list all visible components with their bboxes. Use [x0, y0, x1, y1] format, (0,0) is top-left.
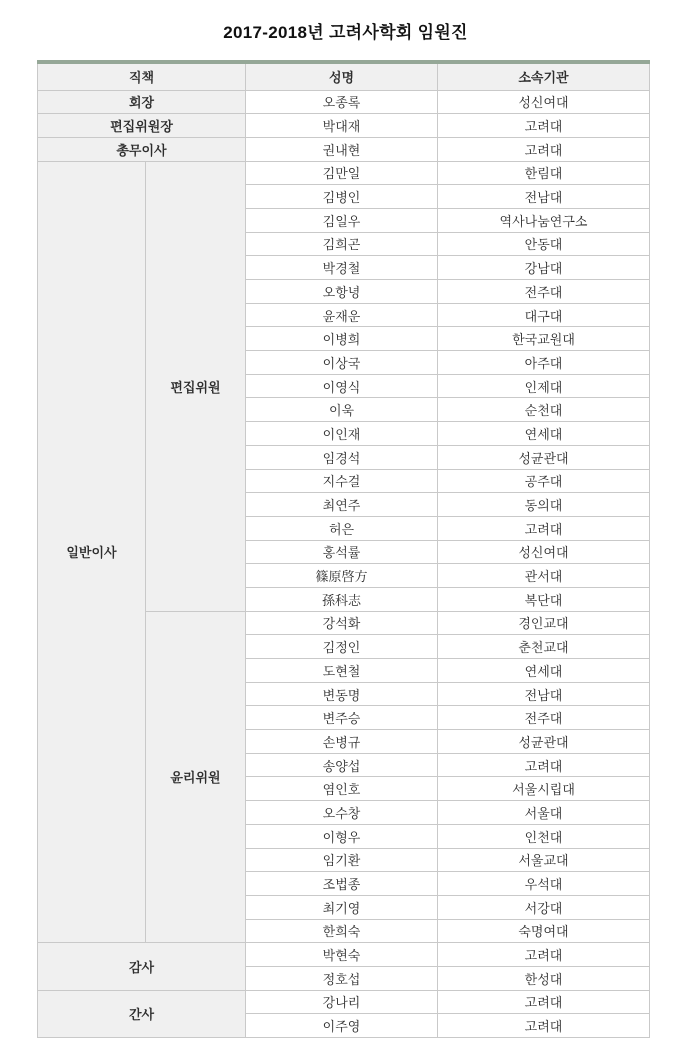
- affiliation-cell: 연세대: [438, 659, 650, 683]
- name-cell: 강석화: [246, 611, 438, 635]
- affiliation-cell: 순천대: [438, 398, 650, 422]
- header-row: [38, 62, 650, 90]
- affiliation-cell: 전주대: [438, 706, 650, 730]
- affiliation-cell: 서울시립대: [438, 777, 650, 801]
- header-cell-name: 성명: [246, 62, 438, 90]
- position-cell: 간사: [38, 990, 246, 1037]
- name-cell: 이인재: [246, 422, 438, 446]
- name-cell: 김희곤: [246, 232, 438, 256]
- name-cell: 한희숙: [246, 919, 438, 943]
- officers-table: [37, 60, 650, 1038]
- name-cell: 이형우: [246, 824, 438, 848]
- name-cell: 박현숙: [246, 943, 438, 967]
- name-cell: 손병규: [246, 730, 438, 754]
- affiliation-cell: 고려대: [438, 943, 650, 967]
- table-row: [38, 943, 650, 967]
- position-cell: 총무이사: [38, 137, 246, 161]
- affiliation-cell: 고려대: [438, 990, 650, 1014]
- affiliation-cell: 아주대: [438, 351, 650, 375]
- page-title: 2017-2018년 고려사학회 임원진: [223, 23, 468, 42]
- position-cell: 회장: [38, 90, 246, 114]
- name-cell: 김일우: [246, 208, 438, 232]
- affiliation-cell: 복단대: [438, 587, 650, 611]
- name-cell: 변동명: [246, 682, 438, 706]
- affiliation-cell: 성신여대: [438, 540, 650, 564]
- header-cell-affiliation: 소속기관: [438, 62, 650, 90]
- name-cell: 임경석: [246, 445, 438, 469]
- name-cell: 김정인: [246, 635, 438, 659]
- name-cell: 孫科志: [246, 587, 438, 611]
- affiliation-cell: 강남대: [438, 256, 650, 280]
- affiliation-cell: 춘천교대: [438, 635, 650, 659]
- name-cell: 권내현: [246, 137, 438, 161]
- affiliation-cell: 안동대: [438, 232, 650, 256]
- name-cell: 오항녕: [246, 280, 438, 304]
- name-cell: 이상국: [246, 351, 438, 375]
- name-cell: 송양섭: [246, 753, 438, 777]
- table-row: [38, 114, 650, 138]
- name-cell: 변주승: [246, 706, 438, 730]
- name-cell: 이병희: [246, 327, 438, 351]
- name-cell: 오수창: [246, 801, 438, 825]
- name-cell: 박대재: [246, 114, 438, 138]
- name-cell: 지수걸: [246, 469, 438, 493]
- affiliation-cell: 관서대: [438, 564, 650, 588]
- name-cell: 강나리: [246, 990, 438, 1014]
- affiliation-cell: 고려대: [438, 516, 650, 540]
- name-cell: 최기영: [246, 895, 438, 919]
- name-cell: 오종록: [246, 90, 438, 114]
- affiliation-cell: 성균관대: [438, 445, 650, 469]
- affiliation-cell: 고려대: [438, 137, 650, 161]
- name-cell: 조법종: [246, 872, 438, 896]
- name-cell: 염인호: [246, 777, 438, 801]
- affiliation-cell: 연세대: [438, 422, 650, 446]
- header-cell-position: 직책: [38, 62, 246, 90]
- affiliation-cell: 한국교원대: [438, 327, 650, 351]
- name-cell: 최연주: [246, 493, 438, 517]
- name-cell: 도현철: [246, 659, 438, 683]
- name-cell: 篠原啓方: [246, 564, 438, 588]
- affiliation-cell: 경인교대: [438, 611, 650, 635]
- position-cell: 감사: [38, 943, 246, 990]
- name-cell: 김만일: [246, 161, 438, 185]
- name-cell: 홍석률: [246, 540, 438, 564]
- affiliation-cell: 동의대: [438, 493, 650, 517]
- affiliation-cell: 서강대: [438, 895, 650, 919]
- name-cell: 박경철: [246, 256, 438, 280]
- affiliation-cell: 우석대: [438, 872, 650, 896]
- affiliation-cell: 고려대: [438, 753, 650, 777]
- affiliation-cell: 고려대: [438, 114, 650, 138]
- affiliation-cell: 공주대: [438, 469, 650, 493]
- table-row: [38, 137, 650, 161]
- name-cell: 김병인: [246, 185, 438, 209]
- table-row: [38, 90, 650, 114]
- affiliation-cell: 전남대: [438, 185, 650, 209]
- affiliation-cell: 대구대: [438, 303, 650, 327]
- name-cell: 이주영: [246, 1014, 438, 1038]
- affiliation-cell: 숙명여대: [438, 919, 650, 943]
- affiliation-cell: 전주대: [438, 280, 650, 304]
- affiliation-cell: 고려대: [438, 1014, 650, 1038]
- name-cell: 윤재운: [246, 303, 438, 327]
- affiliation-cell: 전남대: [438, 682, 650, 706]
- affiliation-cell: 역사나눔연구소: [438, 208, 650, 232]
- affiliation-cell: 한림대: [438, 161, 650, 185]
- name-cell: 임기환: [246, 848, 438, 872]
- sub-position-cell: 윤리위원: [146, 611, 246, 943]
- affiliation-cell: 서울교대: [438, 848, 650, 872]
- affiliation-cell: 성신여대: [438, 90, 650, 114]
- affiliation-cell: 한성대: [438, 966, 650, 990]
- position-cell: 일반이사: [38, 161, 146, 943]
- name-cell: 정호섭: [246, 966, 438, 990]
- affiliation-cell: 인천대: [438, 824, 650, 848]
- table-row: [38, 990, 650, 1014]
- name-cell: 이욱: [246, 398, 438, 422]
- name-cell: 허은: [246, 516, 438, 540]
- table-row: [38, 161, 650, 185]
- affiliation-cell: 성균관대: [438, 730, 650, 754]
- position-cell: 편집위원장: [38, 114, 246, 138]
- affiliation-cell: 인제대: [438, 374, 650, 398]
- sub-position-cell: 편집위원: [146, 161, 246, 611]
- name-cell: 이영식: [246, 374, 438, 398]
- affiliation-cell: 서울대: [438, 801, 650, 825]
